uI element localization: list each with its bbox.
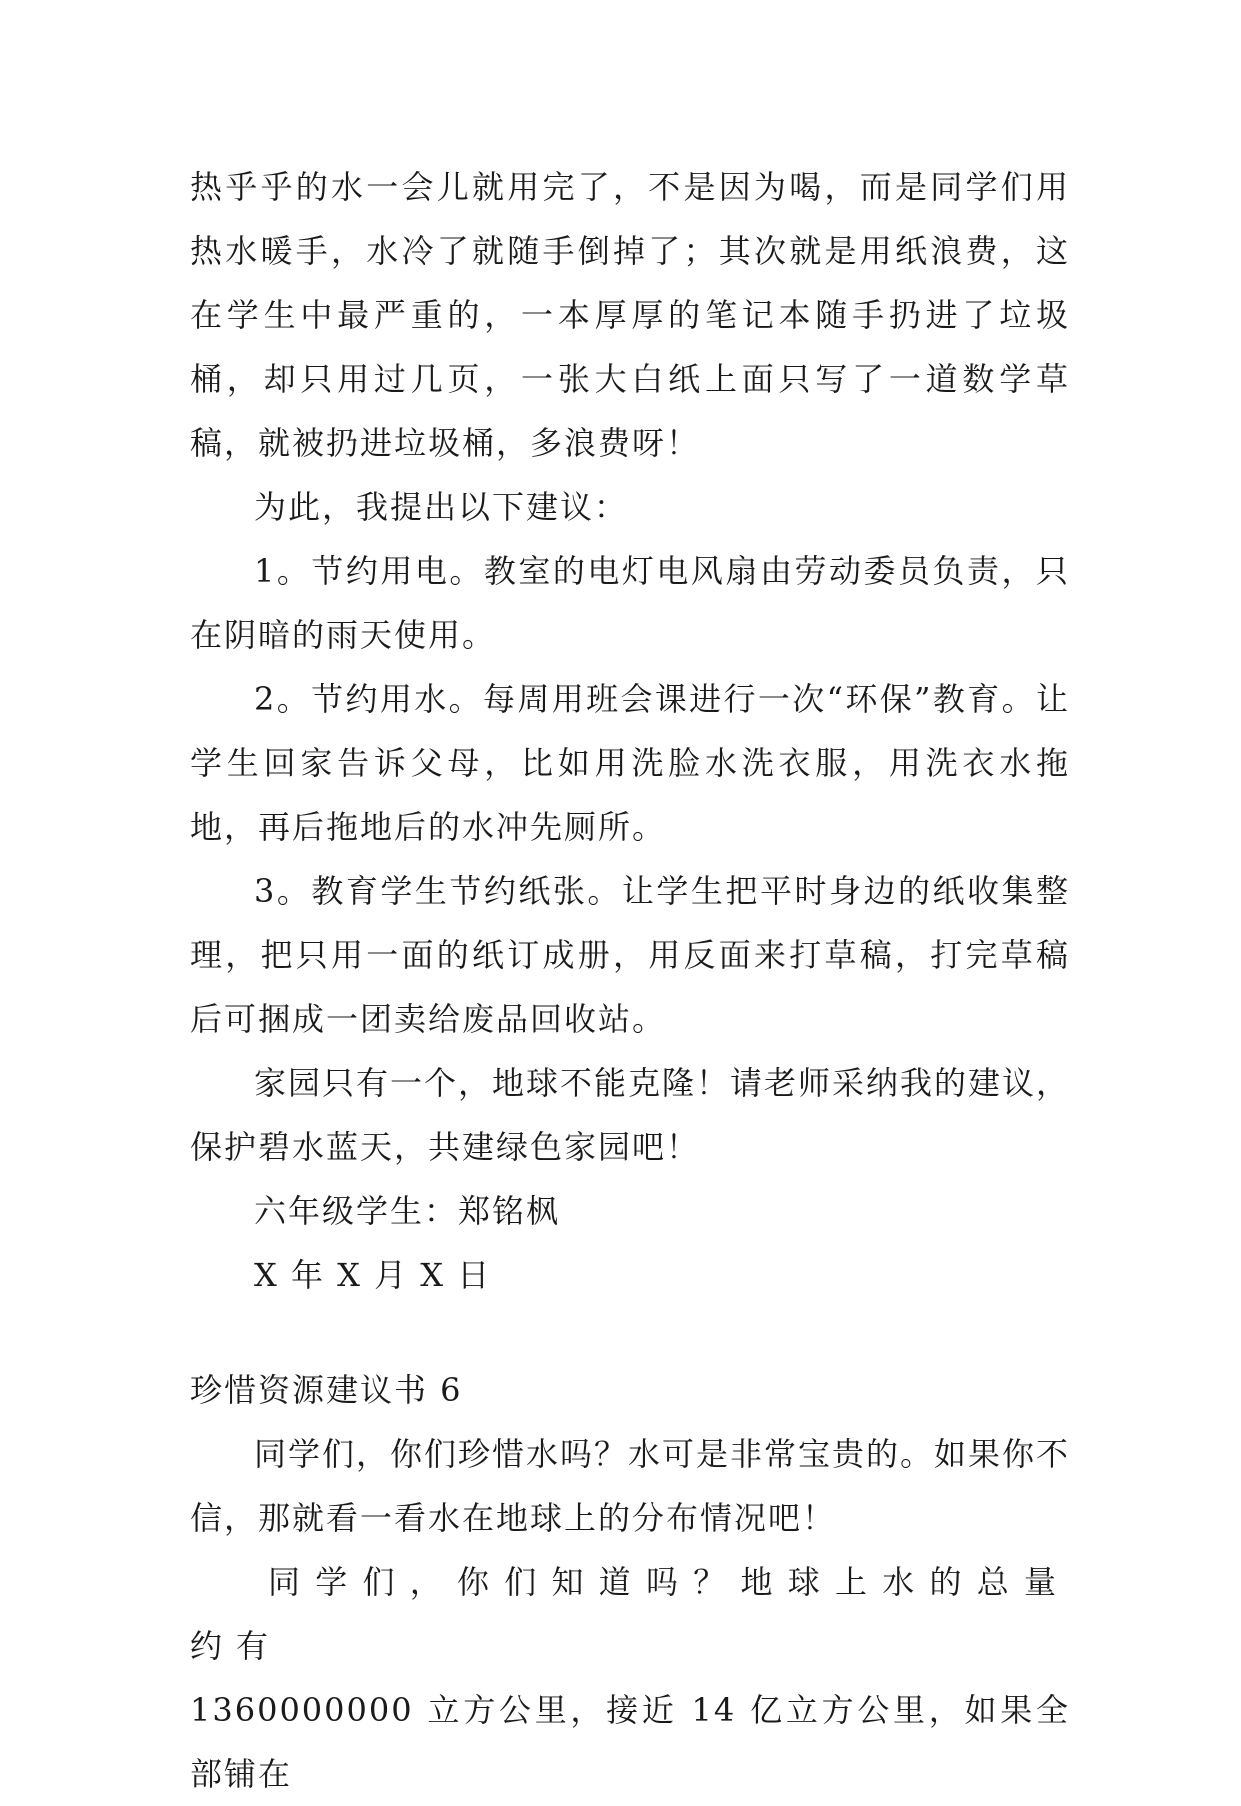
paragraph-water-total-line2: 1360000000 立方公里，接近 14 亿立方公里，如果全部铺在 xyxy=(190,1691,1070,1793)
signature-author: 六年级学生：郑铭枫 xyxy=(254,1192,561,1230)
paragraph-closing: 家园只有一个，地球不能克隆！请老师采纳我的建议，保护碧水蓝天，共建绿色家园吧！ xyxy=(190,1064,1071,1166)
paragraph-water-question: 同学们，你们珍惜水吗？水可是非常宝贵的。如果你不信，那就看一看水在地球上的分布情况吧！ xyxy=(190,1435,1071,1537)
paragraph-water-total-line1: 同学们，你们知道吗？地球上水的总量约有 xyxy=(190,1563,1070,1665)
paragraph-waste-examples: 热乎乎的水一会儿就用完了，不是因为喝，而是同学们用热水暖手，水冷了就随手倒掉了；其次就是用纸浪费，这在学生中最严重的，一本厚厚的笔记本随手扔进了垃圾桶，却只用过几页，一张大白纸上面只写了一道数学草稿，就被扔进垃圾桶，多浪费呀！ xyxy=(190,168,1070,462)
signature-date: X 年 X 月 X 日 xyxy=(254,1256,492,1294)
section-title: 珍惜资源建议书 6 xyxy=(190,1371,463,1409)
paragraph-save-electricity: 1。节约用电。教室的电灯电风扇由劳动委员负责，只在阴暗的雨天使用。 xyxy=(190,552,1070,654)
paragraph-save-water: 2。节约用水。每周用班会课进行一次“环保”教育。让学生回家告诉父母，比如用洗脸水洗衣服，用洗衣水拖地，再后拖地后的水冲先厕所。 xyxy=(190,680,1070,846)
paragraph-save-paper: 3。教育学生节约纸张。让学生把平时身边的纸收集整理，把只用一面的纸订成册，用反面来打草稿，打完草稿后可捆成一团卖给废品回收站。 xyxy=(190,872,1070,1038)
document-page xyxy=(190,155,1070,1806)
paragraph-suggestion-intro: 为此，我提出以下建议： xyxy=(254,488,629,526)
